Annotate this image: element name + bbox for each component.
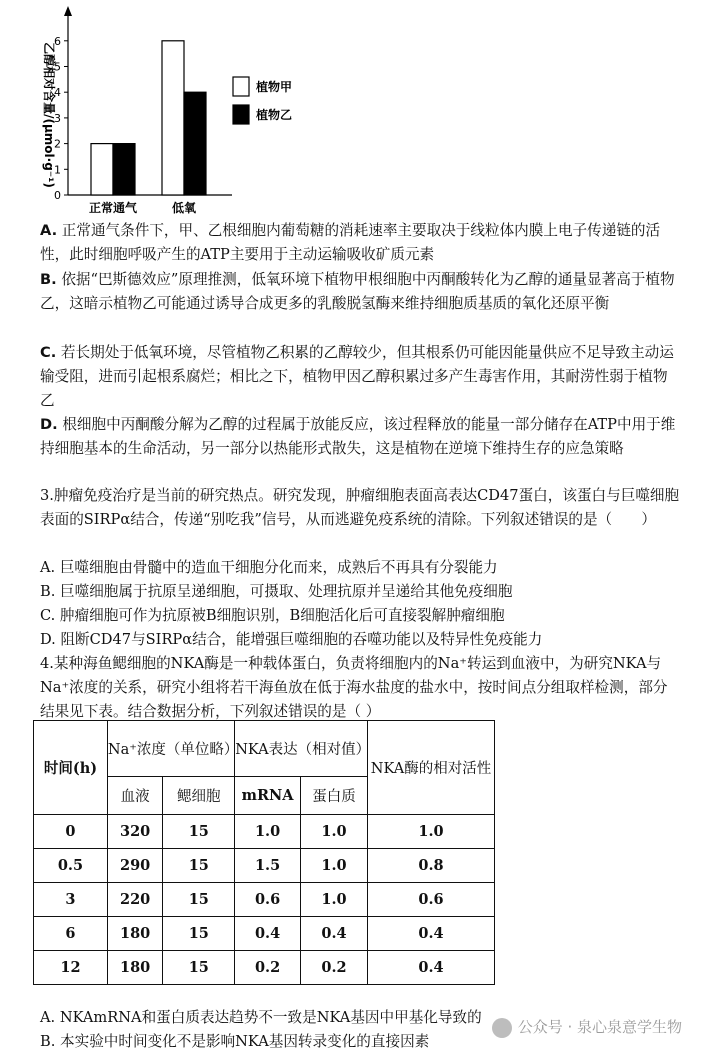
q4-option-a: A. NKAmRNA和蛋白质表达趋势不一致是NKA基因中甲基化导致的 bbox=[40, 1009, 482, 1026]
table-cell: 0.4 bbox=[368, 951, 495, 985]
table-cell: 320 bbox=[107, 815, 162, 849]
th-nka: NKA表达（相对值） bbox=[235, 721, 368, 777]
table-cell: 3 bbox=[34, 883, 108, 917]
table-cell: 0.4 bbox=[300, 917, 367, 951]
q4-option-b: B. 本实验中时间变化不是影响NKA基因转录变化的直接因素 bbox=[40, 1033, 430, 1050]
table-cell: 1.0 bbox=[300, 883, 367, 917]
table-row bbox=[34, 883, 495, 917]
q3-option-c: C. 肿瘤细胞可作为抗原被B细胞识别，B细胞活化后可直接裂解肿瘤细胞 bbox=[40, 607, 505, 624]
table-cell: 15 bbox=[163, 849, 235, 883]
table-cell: 290 bbox=[107, 849, 162, 883]
q2-option-b-text: 依据“巴斯德效应”原理推测，低氧环境下植物甲根细胞中丙酮酸转化为乙醇的通量显著高于植物乙，这暗示植物乙可能通过诱导合成更多的乳酸脱氢酶来维持细胞质基质的氧化还原平衡 bbox=[40, 271, 675, 312]
table-cell: 15 bbox=[163, 951, 235, 985]
table-cell: 1.5 bbox=[235, 849, 301, 883]
th-protein: 蛋白质 bbox=[300, 777, 367, 815]
watermark: 公众号 · 泉心泉意学生物 bbox=[492, 1016, 682, 1038]
table-cell: 180 bbox=[107, 917, 162, 951]
chart-y-label: 乙醇相对含量/(μmol·g⁻¹) bbox=[42, 42, 56, 188]
table-cell: 0.6 bbox=[368, 883, 495, 917]
table-row bbox=[34, 815, 495, 849]
table-cell: 12 bbox=[34, 951, 108, 985]
table-cell: 180 bbox=[107, 951, 162, 985]
table-cell: 0 bbox=[34, 815, 108, 849]
q2-option-b: B. 依据“巴斯德效应”原理推测，低氧环境下植物甲根细胞中丙酮酸转化为乙醇的通量显著高于植物乙，这暗示植物乙可能通过诱导合成更多的乳酸脱氢酶来维持细胞质基质的氧化还原平衡 bbox=[40, 271, 675, 312]
table-cell: 0.2 bbox=[300, 951, 367, 985]
y-tick-label: 5 bbox=[54, 60, 61, 74]
y-tick-label: 6 bbox=[54, 34, 61, 48]
q2-option-c: C. 若长期处于低氧环境，尽管植物乙积累的乙醇较少，但其根系仍可能因能量供应不足导致主动运输受阻，进而引起根系腐烂；相比之下，植物甲因乙醇积累过多产生毒害作用，其耐涝性弱于植物乙 bbox=[40, 344, 674, 409]
bar bbox=[184, 92, 206, 195]
wechat-icon bbox=[492, 1018, 512, 1038]
legend-swatch bbox=[233, 105, 249, 124]
q2-option-d-text: 根细胞中丙酮酸分解为乙醇的过程属于放能反应，该过程释放的能量一部分储存在ATP中用于维持细胞基本的生命活动，另一部分以热能形式散失，这是植物在逆境下维持生存的应急策略 bbox=[40, 416, 676, 457]
table-cell: 1.0 bbox=[300, 815, 367, 849]
table-cell: 15 bbox=[163, 815, 235, 849]
bar bbox=[162, 41, 184, 195]
y-tick-label: 2 bbox=[54, 137, 61, 151]
table-cell: 0.5 bbox=[34, 849, 108, 883]
table-cell: 1.0 bbox=[368, 815, 495, 849]
table-cell: 0.4 bbox=[235, 917, 301, 951]
table-row bbox=[34, 917, 495, 951]
q2-option-d: D. 根细胞中丙酮酸分解为乙醇的过程属于放能反应，该过程释放的能量一部分储存在ATP中用于维持细胞基本的生命活动，另一部分以热能形式散失，这是植物在逆境下维持生存的应急策略 bbox=[40, 416, 676, 457]
table-cell: 0.2 bbox=[235, 951, 301, 985]
q2-option-a-text: 正常通气条件下，甲、乙根细胞内葡萄糖的消耗速率主要取决于线粒体内膜上电子传递链的活性，此时细胞呼吸产生的ATP主要用于主动运输吸收矿质元素 bbox=[40, 222, 661, 263]
th-mrna: mRNA bbox=[235, 777, 301, 815]
nka-data-table bbox=[33, 720, 495, 985]
bar bbox=[91, 144, 113, 195]
th-gill: 鳃细胞 bbox=[163, 777, 235, 815]
ethanol-bar-chart bbox=[0, 0, 704, 222]
q3-stem: 3.肿瘤免疫治疗是当前的研究热点。研究发现，肿瘤细胞表面高表达CD47蛋白，该蛋白与巨噬细胞表面的SIRPα结合，传递“别吃我”信号，从而逃避免疫系统的清除。下列叙述错误的是（ ） bbox=[40, 487, 680, 528]
q2-option-a: A. 正常通气条件下，甲、乙根细胞内葡萄糖的消耗速率主要取决于线粒体内膜上电子传递链的活性，此时细胞呼吸产生的ATP主要用于主动运输吸收矿质元素 bbox=[40, 222, 661, 263]
th-activity: NKA酶的相对活性 bbox=[368, 721, 495, 815]
q4-stem: 4.某种海鱼鳃细胞的NKA酶是一种载体蛋白，负责将细胞内的Na⁺转运到血液中，为研究NKA与Na⁺浓度的关系，研究小组将若干海鱼放在低于海水盐度的盐水中，按时间点分组取样检测，部分结果见下表。结合数据分析，下列叙述错误的是（ ） bbox=[40, 655, 668, 720]
table-cell: 6 bbox=[34, 917, 108, 951]
table-cell: 15 bbox=[163, 883, 235, 917]
y-axis-arrow bbox=[64, 6, 72, 16]
y-tick-label: 0 bbox=[54, 189, 61, 202]
x-tick-label: 正常通气 bbox=[88, 201, 138, 215]
bar bbox=[113, 144, 135, 195]
table-row bbox=[34, 951, 495, 985]
y-tick-label: 1 bbox=[54, 163, 61, 177]
table-body bbox=[34, 815, 495, 985]
q3-option-a: A. 巨噬细胞由骨髓中的造血干细胞分化而来，成熟后不再具有分裂能力 bbox=[40, 559, 498, 576]
table-cell: 1.0 bbox=[300, 849, 367, 883]
table-cell: 0.6 bbox=[235, 883, 301, 917]
legend-swatch bbox=[233, 77, 249, 96]
table-cell: 220 bbox=[107, 883, 162, 917]
q2-option-c-text: 若长期处于低氧环境，尽管植物乙积累的乙醇较少，但其根系仍可能因能量供应不足导致主动运输受阻，进而引起根系腐烂；相比之下，植物甲因乙醇积累过多产生毒害作用，其耐涝性弱于植物乙 bbox=[40, 344, 674, 409]
chart-axes bbox=[64, 6, 232, 195]
y-tick-label: 4 bbox=[54, 86, 61, 100]
table-cell: 1.0 bbox=[235, 815, 301, 849]
table-cell: 0.8 bbox=[368, 849, 495, 883]
q3-option-d: D. 阻断CD47与SIRPα结合，能增强巨噬细胞的吞噬功能以及特异性免疫能力 bbox=[40, 631, 543, 648]
q3-option-b: B. 巨噬细胞属于抗原呈递细胞，可摄取、处理抗原并呈递给其他免疫细胞 bbox=[40, 583, 513, 600]
legend-label: 植物甲 bbox=[256, 80, 293, 94]
x-tick-label: 低氧 bbox=[171, 201, 197, 215]
th-blood: 血液 bbox=[107, 777, 162, 815]
table-row bbox=[34, 849, 495, 883]
table-cell: 0.4 bbox=[368, 917, 495, 951]
legend-label: 植物乙 bbox=[256, 108, 293, 122]
th-na: Na⁺浓度（单位略） bbox=[107, 721, 234, 777]
table-cell: 15 bbox=[163, 917, 235, 951]
chart-legend bbox=[233, 77, 292, 124]
th-time: 时间(h) bbox=[34, 721, 108, 815]
chart-bars bbox=[89, 41, 206, 215]
y-tick-label: 3 bbox=[54, 111, 61, 125]
